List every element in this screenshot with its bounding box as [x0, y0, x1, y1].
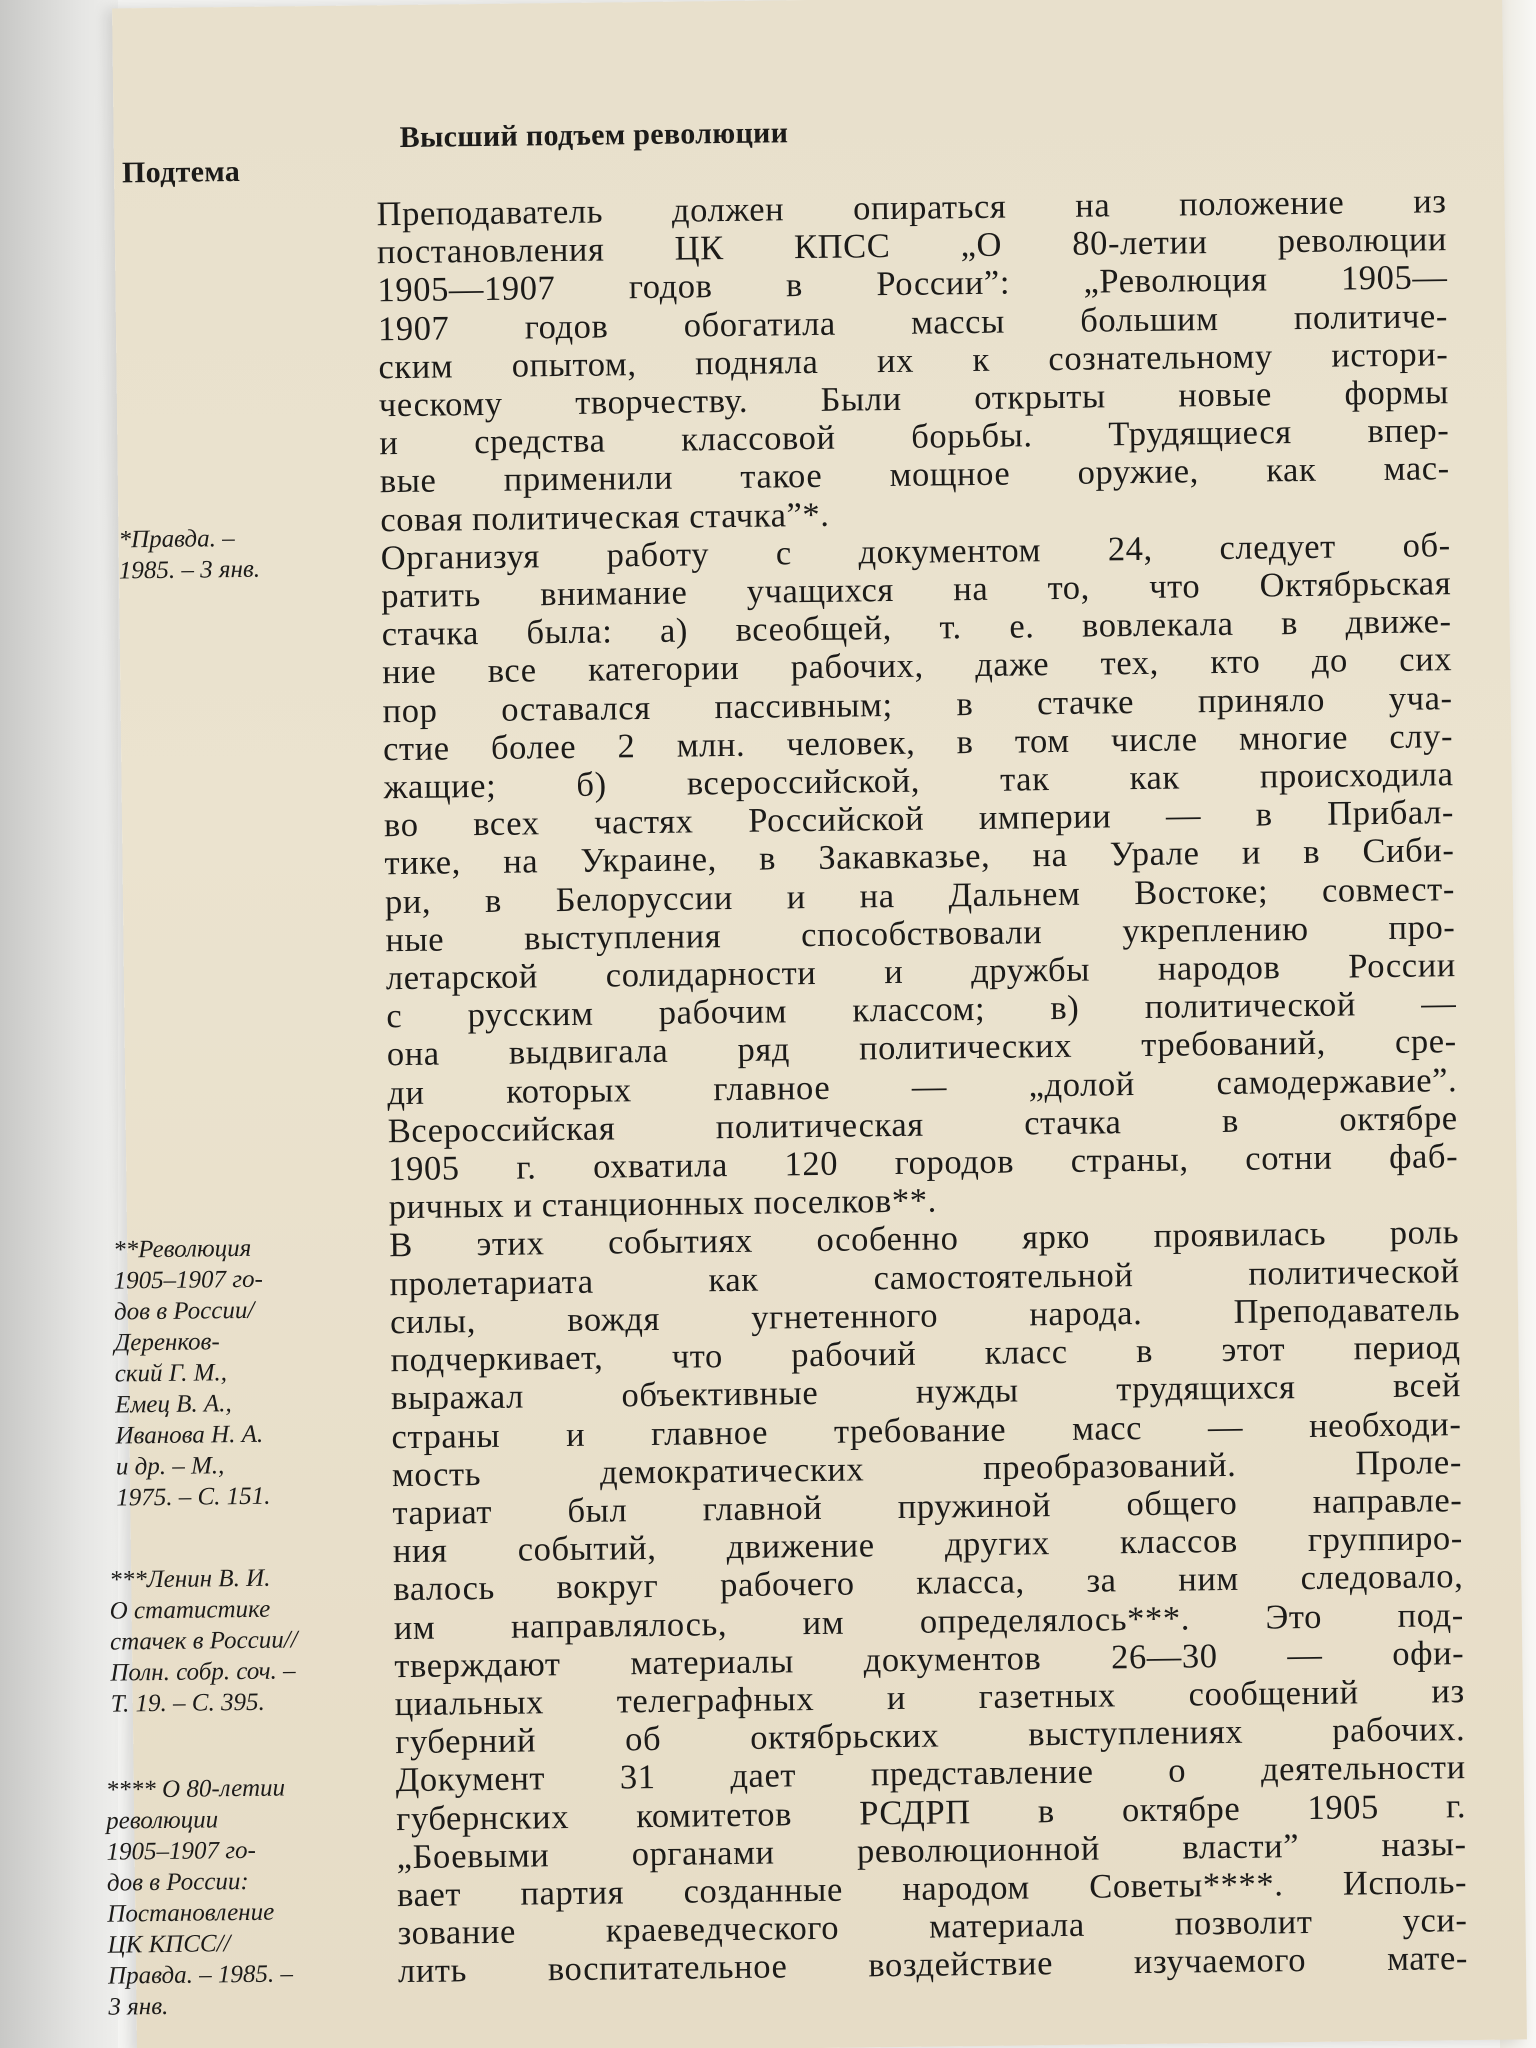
text-line: лить воспитательное воздействие изучаемого мате-	[397, 1939, 1469, 1991]
text-line: совая политическая стачка”*.	[380, 495, 830, 539]
text-line: жащие; б) всероссийской, так как происходила	[383, 755, 1454, 807]
paragraph-3	[389, 1214, 1468, 1991]
footnote-line: **Революция	[113, 1234, 252, 1264]
footnote-1	[118, 522, 309, 586]
text-line: Преподаватель должен опираться на положение из	[376, 182, 1447, 234]
text-line: ди которых главное — „долой самодержавие”.	[387, 1060, 1458, 1112]
text-line: тике, на Украине, в Закавказье, на Урале и в Сиби-	[384, 831, 1455, 883]
text-line: ческому творчеству. Были открыты новые формы	[378, 373, 1450, 425]
footnote-line: Деренков-	[114, 1328, 220, 1357]
text-line: вые применили такое мощное оружие, как мас-	[379, 449, 1451, 501]
footnote-line: Емец В. А.,	[114, 1390, 232, 1419]
text-line: тариат был главной пружиной общего направле-	[392, 1481, 1463, 1533]
footnote-line: революции	[106, 1806, 219, 1835]
text-line: Документ 31 дает представление о деятельности	[395, 1748, 1466, 1800]
text-line: стие более 2 млн. человек, в том числе многие слу-	[382, 717, 1454, 769]
text-line: Всероссийская политическая стачка в октябре	[387, 1099, 1458, 1151]
text-line: Организуя работу с документом 24, следует об-	[380, 526, 1451, 578]
text-line: страны и главное требование масс — необходи-	[391, 1404, 1462, 1456]
text-line: 1905 г. охватила 120 городов страны, сотни фаб-	[388, 1137, 1459, 1189]
text-line: валось вокруг рабочего класса, за ним следовало,	[393, 1557, 1464, 1609]
footnote-line: Постановление	[107, 1898, 275, 1928]
text-line: стачка была: а) всеобщей, т. е. вовлекала в движе-	[381, 602, 1452, 654]
text-line: пор оставался пассивным; в стачке приняло уча-	[382, 678, 1453, 730]
paragraph-2	[381, 526, 1459, 1227]
text-line: пролетариата как самостоятельной политической	[389, 1251, 1460, 1303]
text-line: и средства классовой борьбы. Трудящиеся впер-	[379, 411, 1450, 463]
footnote-line: 3 янв.	[108, 1992, 169, 2021]
footnote-line: 1985. – 3 янв.	[118, 555, 261, 585]
footnote-line: Т. 19. – С. 395.	[110, 1688, 265, 1718]
text-line: тверждают материалы документов 26—30 — офи-	[394, 1633, 1465, 1685]
background-left	[0, 0, 118, 2048]
margin-label-subtopic: Подтема	[121, 154, 241, 190]
footnote-line: 1905–1907 го-	[113, 1265, 264, 1295]
footnote-line: О статистике	[109, 1595, 271, 1625]
text-line: ние все категории рабочих, даже тех, кто до сих	[381, 640, 1453, 692]
footnote-line: ский Г. М.,	[114, 1359, 228, 1388]
footnote-line: ЦК КПСС//	[107, 1930, 231, 1959]
text-line: летарской солидарности и дружбы народов России	[385, 946, 1457, 998]
footnote-line: *Правда. –	[118, 525, 235, 554]
footnote-line: Иванова Н. А.	[115, 1420, 264, 1450]
footnote-line: дов в России:	[106, 1867, 249, 1897]
text-line: мость демократических преобразований. Проле-	[391, 1442, 1463, 1494]
text-line: губерний об октябрьских выступлениях рабочих.	[395, 1710, 1466, 1762]
text-line: ричных и станционных поселков**.	[388, 1181, 938, 1227]
text-line: им направлялось, им определялось***. Это под-	[393, 1595, 1465, 1647]
text-line: ные выступления способствовали укреплению про-	[385, 908, 1456, 960]
text-line: ри, в Белоруссии и на Дальнем Востоке; совмест-	[384, 869, 1456, 921]
text-line: ния событий, движение других классов группиро-	[392, 1519, 1464, 1571]
text-line: подчеркивает, что рабочий класс в этот период	[390, 1328, 1461, 1380]
text-line: ским опытом, подняла их к сознательному истори-	[378, 335, 1449, 387]
main-text	[376, 182, 1468, 1990]
text-line: „Боевыми органами революционной власти” назы-	[396, 1824, 1467, 1876]
book-page	[105, 0, 1527, 2048]
footnote-line: ***Ленин В. И.	[109, 1564, 271, 1594]
footnote-line: Правда. – 1985. –	[107, 1960, 294, 1990]
footnote-line: 1905–1907 го-	[106, 1836, 257, 1866]
text-line: зование краеведческого материала позволит уси-	[397, 1901, 1468, 1953]
text-line: В этих событиях особенно ярко проявилась роль	[388, 1213, 1460, 1265]
text-line: 1907 годов обогатила массы большим политиче-	[377, 296, 1449, 348]
text-line: силы, вождя угнетенного народа. Преподаватель	[389, 1290, 1461, 1342]
subtopic-title: Высший подъем революции	[399, 116, 789, 154]
text-line: губернских комитетов РСДРП в октябре 1905 г.	[395, 1786, 1467, 1838]
text-line: 1905—1907 годов в России”: „Революция 1905—	[377, 258, 1448, 310]
footnote-2	[113, 1232, 306, 1513]
text-line: она выдвигала ряд политических требований, сре-	[386, 1022, 1458, 1074]
footnote-line: Полн. собр. соч. –	[110, 1657, 296, 1687]
text-line: во всех частях Российской империи — в Прибал-	[383, 793, 1455, 845]
footnote-line: и др. – М.,	[115, 1452, 225, 1481]
footnote-4	[106, 1772, 299, 2022]
text-line: ратить внимание учащихся на то, что Октябрьская	[381, 564, 1452, 616]
text-line: постановления ЦК КПСС „О 80-летии революции	[376, 220, 1448, 272]
text-line: циальных телеграфных и газетных сообщений из	[394, 1672, 1465, 1724]
footnote-line: **** О 80-летии	[105, 1774, 286, 1804]
text-line: с русским рабочим классом; в) политической —	[386, 984, 1457, 1036]
footnote-line: стачек в России//	[109, 1626, 298, 1656]
paragraph-1	[376, 182, 1450, 539]
footnote-3	[109, 1562, 301, 1719]
footnote-line: дов в России/	[113, 1296, 255, 1326]
footnote-line: 1975. – С. 151.	[116, 1482, 271, 1512]
text-line: вает партия созданные народом Советы****. Исполь-	[396, 1863, 1468, 1915]
text-line: выражал объективные нужды трудящихся всей	[390, 1366, 1462, 1418]
